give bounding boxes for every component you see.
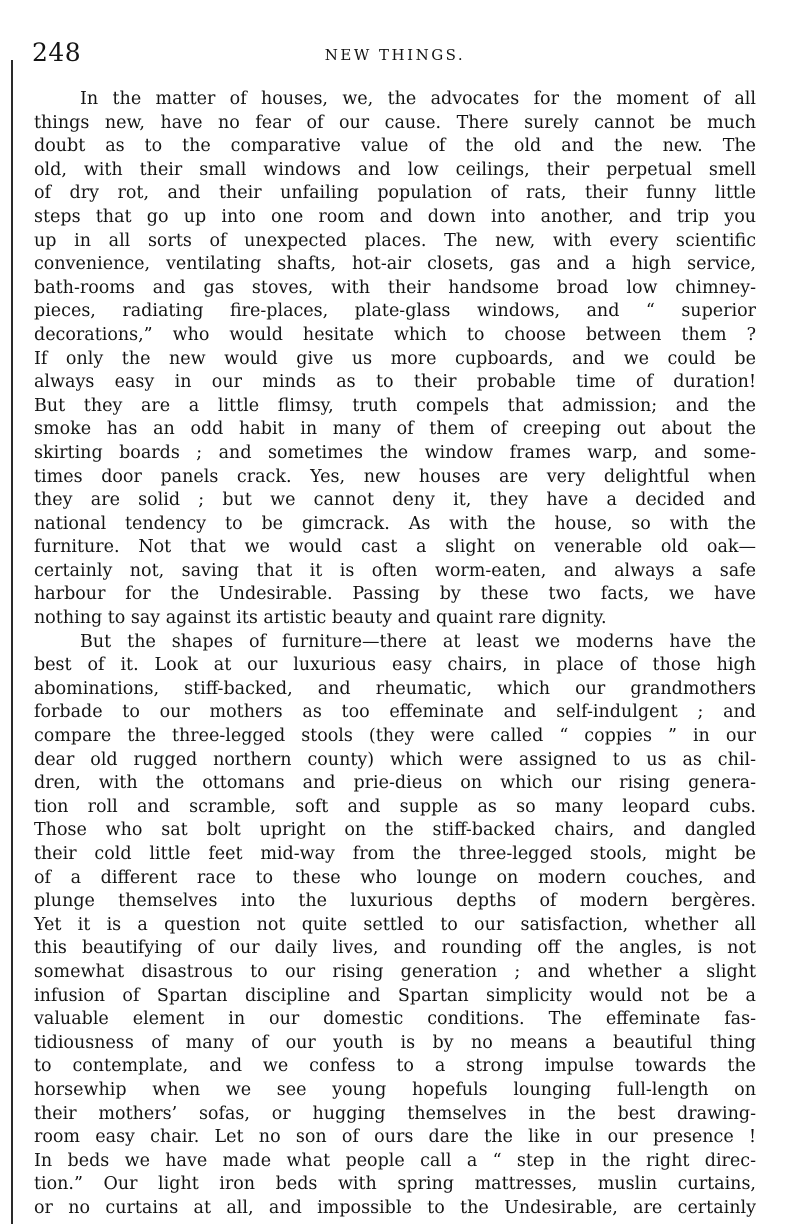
text-line: In the matter of houses, we, the advocates for the moment of all xyxy=(80,89,756,109)
text-line: they are solid ; but we cannot deny it, they have a decided and xyxy=(34,490,756,511)
text-line: pieces, radiating fire-places, plate-glass windows, and “ superior xyxy=(34,301,756,322)
text-line: plunge themselves into the luxurious depths of modern bergères. xyxy=(34,891,756,912)
text-line: somewhat disastrous to our rising generation ; and whether a slight xyxy=(34,961,756,982)
text-line: In beds we have made what people call a “ step in the right direc- xyxy=(34,1150,756,1171)
text-line: their mothers’ sofas, or hugging themselves in the best drawing- xyxy=(34,1103,756,1124)
text-line: best of it. Look at our luxurious easy chairs, in place of those high xyxy=(34,655,756,676)
text-line: times door panels crack. Yes, new houses are very delightful when xyxy=(34,466,756,487)
text-line: things new, have no fear of our cause. There surely cannot be much xyxy=(34,112,756,133)
text-line: furniture. Not that we would cast a slight on venerable old oak— xyxy=(34,537,756,558)
text-line: smoke has an odd habit in many of them of creeping out about the xyxy=(34,419,756,440)
text-line: to contemplate, and we confess to a strong impulse towards the xyxy=(34,1056,756,1077)
text-line: harbour for the Undesirable. Passing by these two facts, we have xyxy=(34,584,756,605)
page-number: 248 xyxy=(32,38,82,67)
text-line: their cold little feet mid-way from the three-legged stools, might be xyxy=(34,844,756,864)
text-line: convenience, ventilating shafts, hot-air closets, gas and a high service, xyxy=(34,254,756,275)
text-line: dear old rugged northern county) which were assigned to us as chil- xyxy=(34,749,756,770)
text-line: But they are a little flimsy, truth compels that admission; and the xyxy=(34,395,756,416)
text-line: of a different race to these who lounge on modern couches, and xyxy=(34,867,756,888)
text-line: dren, with the ottomans and prie-dieus on which our rising genera- xyxy=(34,773,756,794)
text-line: tion.” Our light iron beds with spring mattresses, muslin curtains, xyxy=(34,1174,756,1195)
text-line: always easy in our minds as to their probable time of duration! xyxy=(34,372,756,393)
text-line: tidiousness of many of our youth is by no means a beautiful thing xyxy=(34,1032,756,1053)
running-title: NEW THINGS. xyxy=(324,46,466,64)
text-line: decorations,” who would hesitate which to choose between them ? xyxy=(34,324,756,345)
text-line: old, with their small windows and low ceilings, their perpetual smell xyxy=(34,159,756,180)
text-line: horsewhip when we see young hopefuls lounging full-length on xyxy=(34,1079,756,1100)
page-edge-rule xyxy=(11,60,13,1224)
text-line: room easy chair. Let no son of ours dare the like in our presence ! xyxy=(34,1127,756,1148)
text-line: skirting boards ; and sometimes the window frames warp, and some- xyxy=(34,442,756,463)
text-line: Those who sat bolt upright on the stiff-backed chairs, and dangled xyxy=(34,820,756,841)
text-line: If only the new would give us more cupboards, and we could be xyxy=(34,348,756,369)
text-line: infusion of Spartan discipline and Spartan simplicity would not be a xyxy=(34,985,756,1006)
body-text xyxy=(34,88,756,1221)
text-line: or no curtains at all, and impossible to the Undesirable, are certainly xyxy=(34,1197,756,1218)
text-line: nothing to say against its artistic beauty and quaint rare dignity. xyxy=(34,608,607,629)
text-line: steps that go up into one room and down into another, and trip you xyxy=(34,206,756,227)
text-line: tion roll and scramble, soft and supple as so many leopard cubs. xyxy=(34,796,756,817)
text-line: But the shapes of furniture—there at least we moderns have the xyxy=(80,631,756,652)
text-line: compare the three-legged stools (they were called “ coppies ” in our xyxy=(34,726,756,747)
text-line: national tendency to be gimcrack. As with the house, so with the xyxy=(34,513,756,534)
text-line: doubt as to the comparative value of the old and the new. The xyxy=(34,136,756,157)
text-line: valuable element in our domestic conditions. The effeminate fas- xyxy=(34,1009,756,1030)
text-line: forbade to our mothers as too effeminate and self-indulgent ; and xyxy=(34,702,756,723)
text-line: bath-rooms and gas stoves, with their handsome broad low chimney- xyxy=(34,277,756,298)
text-line: abominations, stiff-backed, and rheumatic, which our grandmothers xyxy=(34,678,756,699)
text-line: this beautifying of our daily lives, and rounding off the angles, is not xyxy=(34,938,756,959)
text-line: certainly not, saving that it is often worm-eaten, and always a safe xyxy=(34,560,756,581)
text-line: up in all sorts of unexpected places. The new, with every scientific xyxy=(34,230,756,251)
text-line: Yet it is a question not quite settled to our satisfaction, whether all xyxy=(34,914,756,935)
text-line: of dry rot, and their unfailing population of rats, their funny little xyxy=(34,183,756,204)
